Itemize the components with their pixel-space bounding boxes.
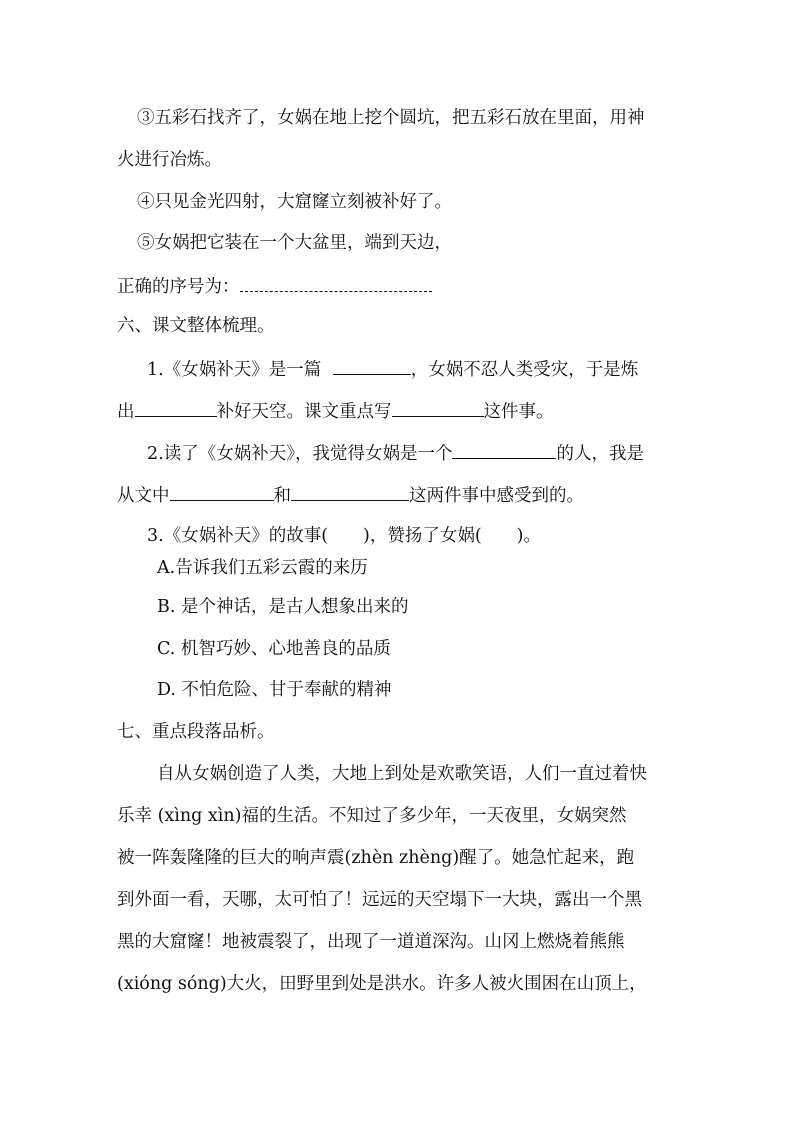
q2-text-e: 这两件事中感受到的。 [409, 486, 584, 506]
question-1-line-1 [147, 356, 638, 382]
question-2-line-2 [117, 482, 584, 508]
reorder-item-3-line-2: 火进行冶炼。 [117, 150, 222, 170]
option-c: C. 机智巧妙、心地善良的品质 [157, 639, 391, 659]
q2-text-b: 的人，我是 [556, 444, 644, 464]
q2-blank-trait[interactable] [452, 440, 556, 459]
q1-text-b: ，女娲不忍人类受灾，于是炼 [410, 360, 639, 380]
q1-text-c: 出 [117, 402, 135, 422]
reorder-item-4: ④只见金光四射，大窟窿立刻被补好了。 [137, 192, 452, 212]
q2-text-c: 从文中 [117, 486, 170, 506]
option-b: B. 是个神话，是古人想象出来的 [157, 597, 409, 617]
reorder-answer-line [117, 273, 432, 299]
option-d: D. 不怕危险、甘于奉献的精神 [157, 680, 392, 700]
passage-line-4: 到外面一看，天哪，太可怕了！远远的天空塌下一大块，露出一个黑 [117, 890, 642, 910]
q1-text-d: 补好天空。课文重点写 [216, 402, 392, 422]
q2-text-d: 和 [273, 486, 291, 506]
reorder-item-3-line-1: ③五彩石找齐了，女娲在地上挖个圆坑，把五彩石放在里面，用神 [137, 108, 645, 128]
q1-blank-material[interactable] [135, 398, 217, 417]
reorder-item-5: ⑤女娲把它装在一个大盆里，端到天边， [137, 233, 452, 253]
q1-text-e: 这件事。 [483, 402, 554, 422]
question-3: 3.《女娲补天》的故事( )，赞扬了女娲( )。 [147, 526, 542, 546]
answer-label: 正确的序号为： [117, 277, 240, 297]
section-6-heading: 六、课文整体梳理。 [117, 316, 275, 336]
option-a: A.告诉我们五彩云霞的来历 [157, 558, 368, 578]
q2-blank-event-1[interactable] [170, 482, 274, 501]
answer-blank[interactable] [240, 273, 432, 292]
passage-line-3: 被一阵轰隆隆的巨大的响声震(zhèn zhèng)醒了。她急忙起来，跑 [117, 848, 635, 868]
q2-text-a: 2.读了《女娲补天》，我觉得女娲是一个 [147, 444, 453, 464]
q2-blank-event-2[interactable] [291, 482, 409, 501]
passage-line-5: 黑的大窟窿！地被震裂了，出现了一道道深沟。山冈上燃烧着熊熊 [117, 932, 625, 952]
passage-line-6: (xióng sóng)大火，田野里到处是洪水。许多人被火围困在山顶上， [117, 974, 647, 994]
passage-line-1: 自从女娲创造了人类，大地上到处是欢歌笑语，人们一直过着快 [157, 764, 647, 784]
passage-line-2: 乐幸 (xìng xìn)福的生活。不知过了多少年，一天夜里，女娲突然 [117, 806, 627, 826]
q1-blank-genre[interactable] [333, 356, 411, 375]
q1-text-a: 1.《女娲补天》是一篇 [147, 360, 322, 380]
question-1-line-2 [117, 398, 554, 424]
q1-blank-event[interactable] [392, 398, 484, 417]
section-7-heading: 七、重点段落品析。 [117, 722, 275, 742]
question-2-line-1 [147, 440, 644, 466]
